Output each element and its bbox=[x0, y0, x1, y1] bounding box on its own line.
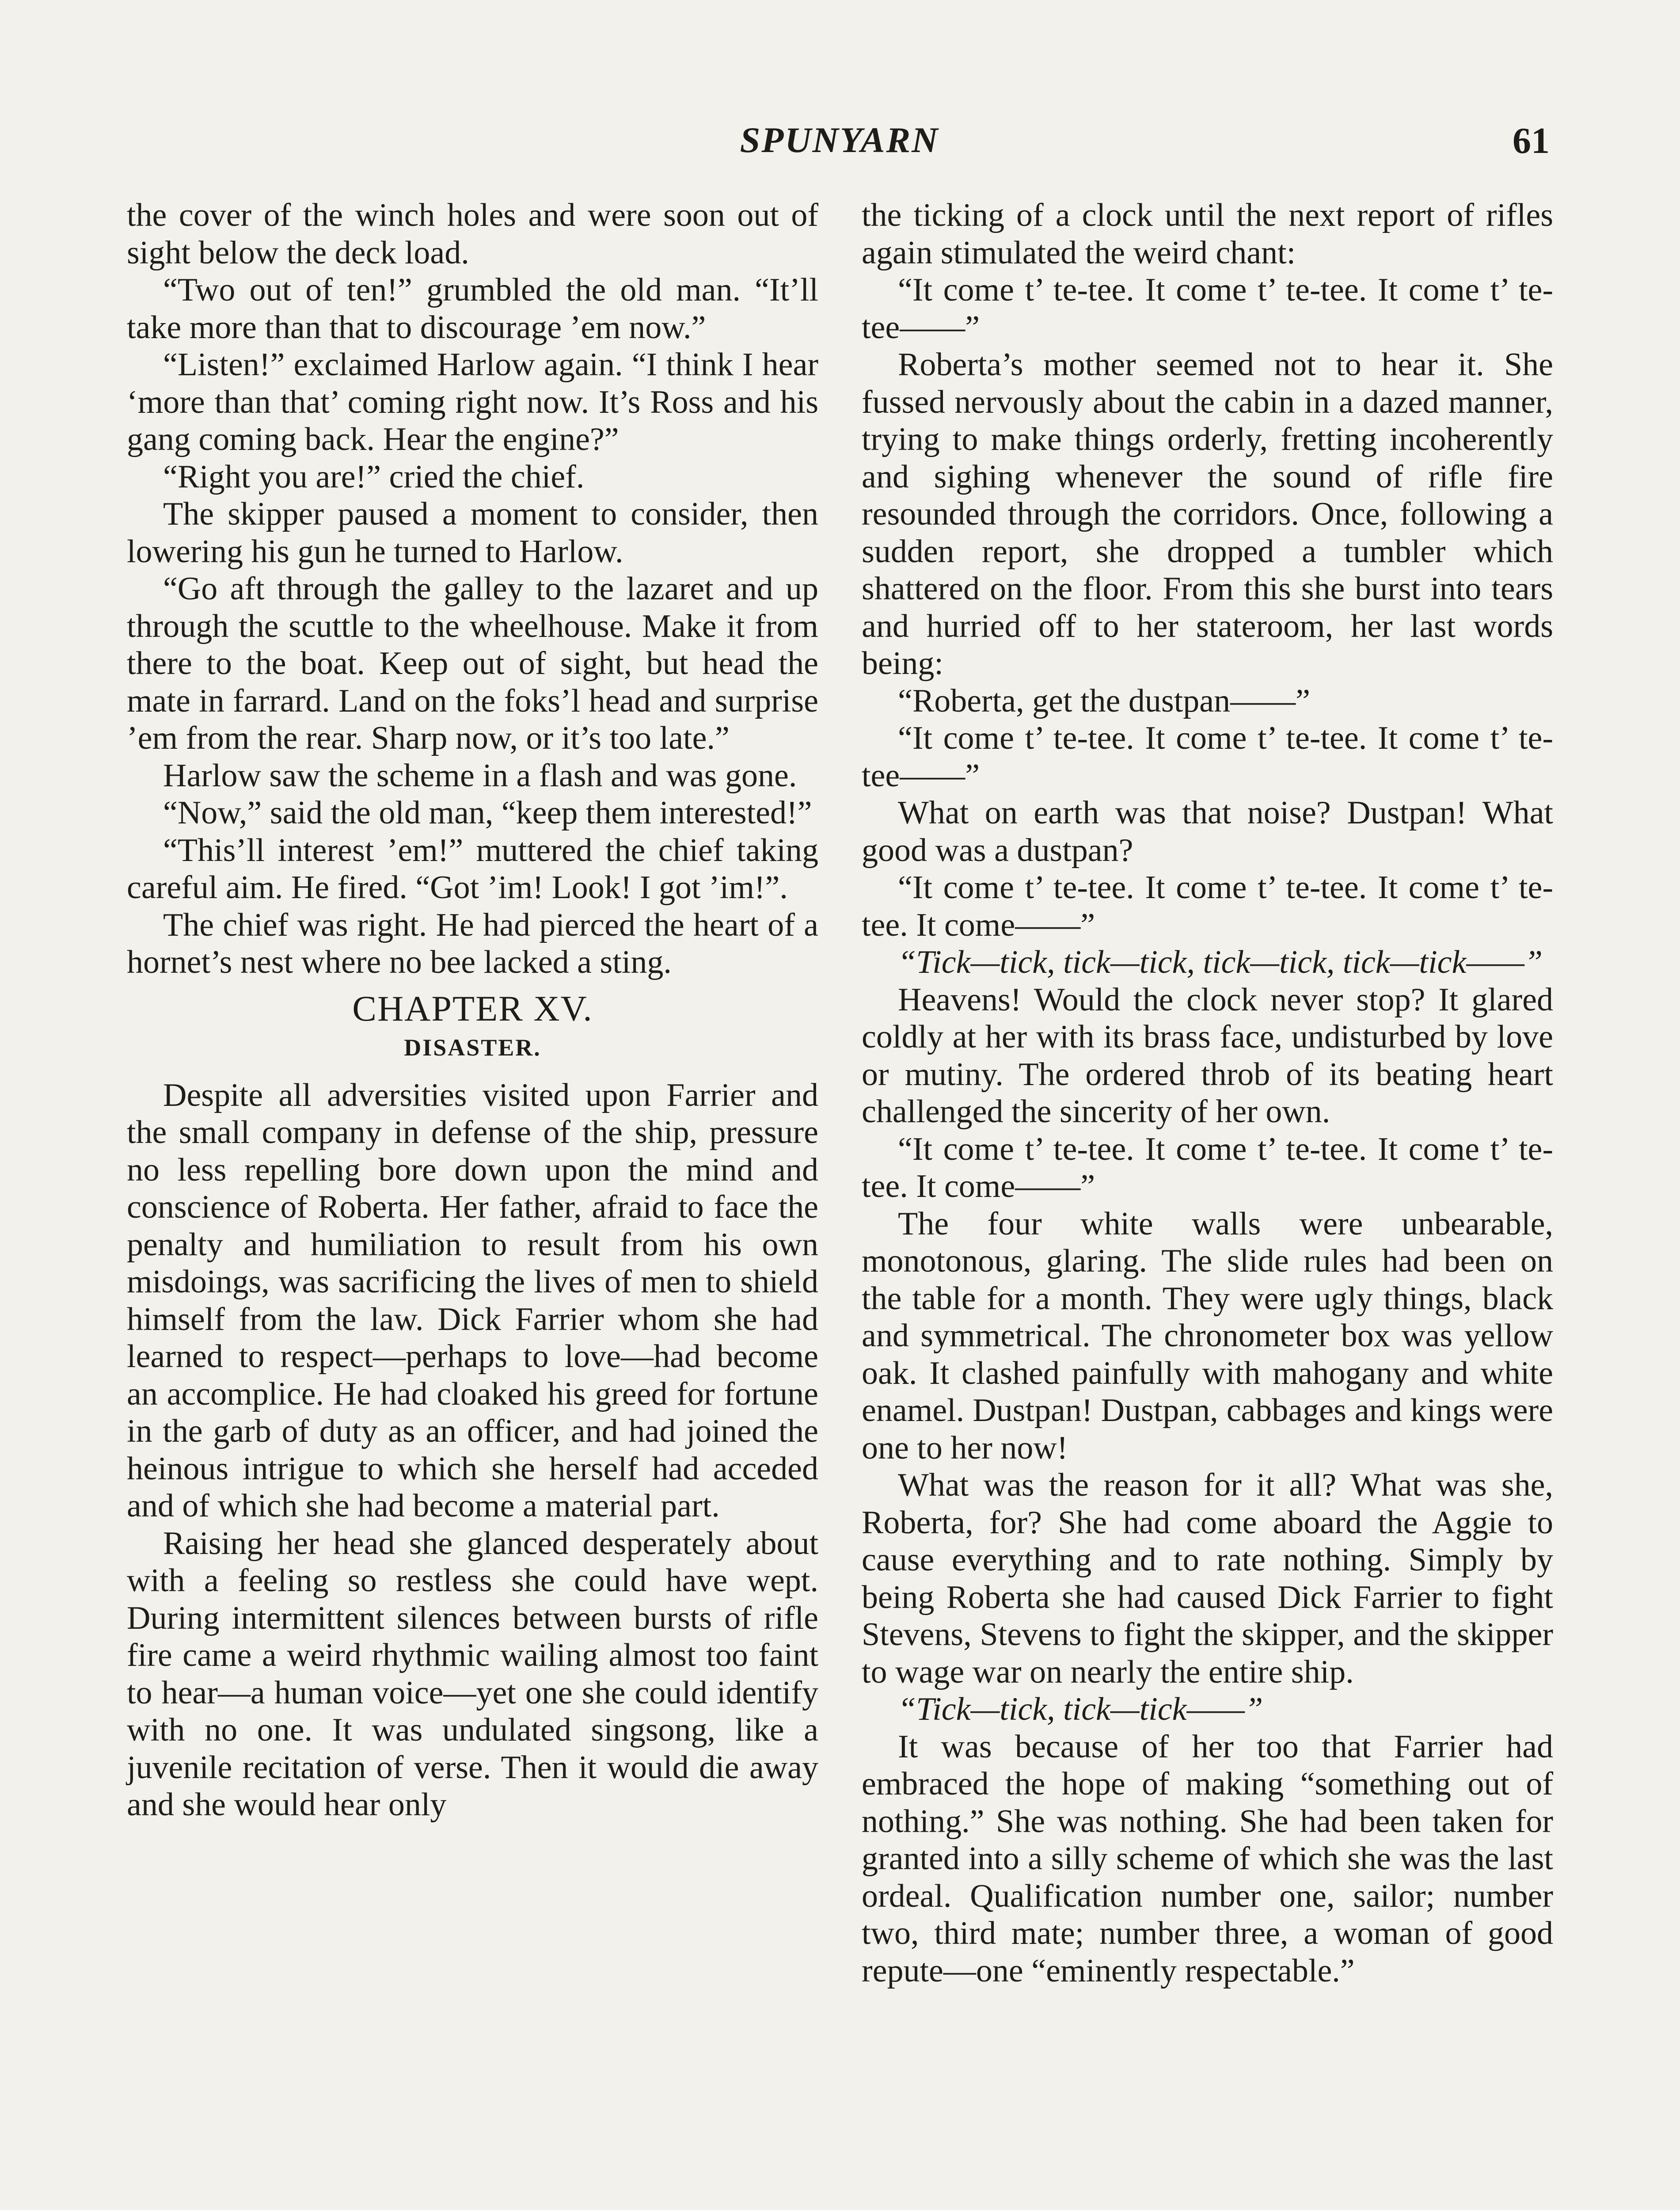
paragraph: “Tick—tick, tick—tick——” bbox=[898, 1691, 1263, 1727]
paragraph: “Now,” said the old man, “keep them interested!” bbox=[163, 795, 812, 831]
paragraph: “It come t’ te-tee. It come t’ te-tee. It come t’ te-tee. It come——” bbox=[862, 1131, 1553, 1204]
paragraph: It was because of her too that Farrier had embraced the hope of making “something out of nothing.” She was nothing. She had been taken for granted into a silly scheme of which she was the last ordeal. Qualification number one, sailor; number two, third mate; number three, a woman of good repute—one “eminently respectable.” bbox=[862, 1728, 1553, 1989]
paragraph: “Go aft through the galley to the lazaret and up through the scuttle to the wheelhouse. Make it from there to the boat. Keep out of sight, but head the mate in farrard. Land on the foks’l head and surprise ’em from the rear. Sharp now, or it’s too late.” bbox=[127, 571, 818, 756]
paragraph: Heavens! Would the clock never stop? It glared coldly at her with its brass face, undisturbed by love or mutiny. The ordered throb of its beating heart challenged the sincerity of her own. bbox=[862, 981, 1553, 1130]
paragraph: “It come t’ te-tee. It come t’ te-tee. It come t’ te-tee——” bbox=[862, 272, 1553, 346]
paragraph: “Listen!” exclaimed Harlow again. “I think I hear ‘more than that’ coming right now. It’s Ross and his gang coming back. Hear the engine?” bbox=[127, 347, 818, 457]
paragraph: What on earth was that noise? Dustpan! What good was a dustpan? bbox=[862, 795, 1553, 869]
paragraph: The skipper paused a moment to consider, then lowering his gun he turned to Harlow. bbox=[127, 496, 818, 570]
right-column bbox=[862, 197, 1553, 1989]
paragraph: “It come t’ te-tee. It come t’ te-tee. It come t’ te-tee——” bbox=[862, 720, 1553, 794]
paragraph: the ticking of a clock until the next report of rifles again stimulated the weird chant: bbox=[862, 197, 1553, 271]
paragraph: Despite all adversities visited upon Farrier and the small company in defense of the ship, pressure no less repelling bore down upon the mind and conscience of Roberta. Her father, afraid to face the penalty and humiliation to result from his own misdoings, was sacrificing the lives of men to shield himself from the law. Dick Farrier whom she had learned to respect—perhaps to love—had become an accomplice. He had cloaked his greed for fortune in the garb of duty as an officer, and had joined the heinous intrigue to which she herself had acceded and of which she had become a material part. bbox=[127, 1077, 818, 1524]
left-column bbox=[127, 197, 818, 1824]
paragraph: “Two out of ten!” grumbled the old man. “It’ll take more than that to discourage ’em now.” bbox=[127, 272, 818, 346]
chapter-title: CHAPTER XV. bbox=[352, 988, 593, 1029]
paragraph: “Tick—tick, tick—tick, tick—tick, tick—tick——” bbox=[898, 944, 1543, 980]
paragraph: What was the reason for it all? What was she, Roberta, for? She had come aboard the Aggie to cause everything and to rate nothing. Simply by being Roberta she had caused Dick Farrier to fight Stevens, Stevens to fight the skipper, and the skipper to wage war on nearly the entire ship. bbox=[862, 1467, 1553, 1690]
chapter-subtitle: DISASTER. bbox=[404, 1034, 541, 1061]
paragraph: “It come t’ te-tee. It come t’ te-tee. It come t’ te-tee. It come——” bbox=[862, 869, 1553, 943]
running-title: SPUNYARN bbox=[740, 120, 939, 160]
paragraph: “Roberta, get the dustpan——” bbox=[898, 682, 1310, 719]
paragraph: The chief was right. He had pierced the heart of a hornet’s nest where no bee lacked a sting. bbox=[127, 907, 818, 980]
paragraph: the cover of the winch holes and were soon out of sight below the deck load. bbox=[127, 197, 818, 271]
paragraph: “Right you are!” cried the chief. bbox=[163, 458, 585, 495]
paragraph: Harlow saw the scheme in a flash and was gone. bbox=[163, 757, 797, 794]
paragraph: “This’ll interest ’em!” muttered the chief taking careful aim. He fired. “Got ’im! Look! I got ’im!”. bbox=[127, 832, 818, 906]
paragraph: The four white walls were unbearable, monotonous, glaring. The slide rules had been on the table for a month. They were ugly things, black and symmetrical. The chronometer box was yellow oak. It clashed painfully with mahogany and white enamel. Dustpan! Dustpan, cabbages and kings were one to her now! bbox=[862, 1205, 1553, 1466]
page-header bbox=[0, 119, 1680, 168]
paragraph: Roberta’s mother seemed not to hear it. She fussed nervously about the cabin in a dazed manner, trying to make things orderly, fretting incoherently and sighing whenever the sound of rifle fire resounded through the corridors. Once, following a sudden report, she dropped a tumbler which shattered on the floor. From this she burst into tears and hurried off to her stateroom, her last words being: bbox=[862, 347, 1553, 682]
page-number: 61 bbox=[1513, 120, 1550, 161]
paragraph: Raising her head she glanced desperately about with a feeling so restless she could have wept. During intermittent silences between bursts of rifle fire came a weird rhythmic wailing almost too faint to hear—a human voice—yet one she could identify with no one. It was undulated singsong, like a juvenile recitation of verse. Then it would die away and she would hear only bbox=[127, 1525, 818, 1823]
